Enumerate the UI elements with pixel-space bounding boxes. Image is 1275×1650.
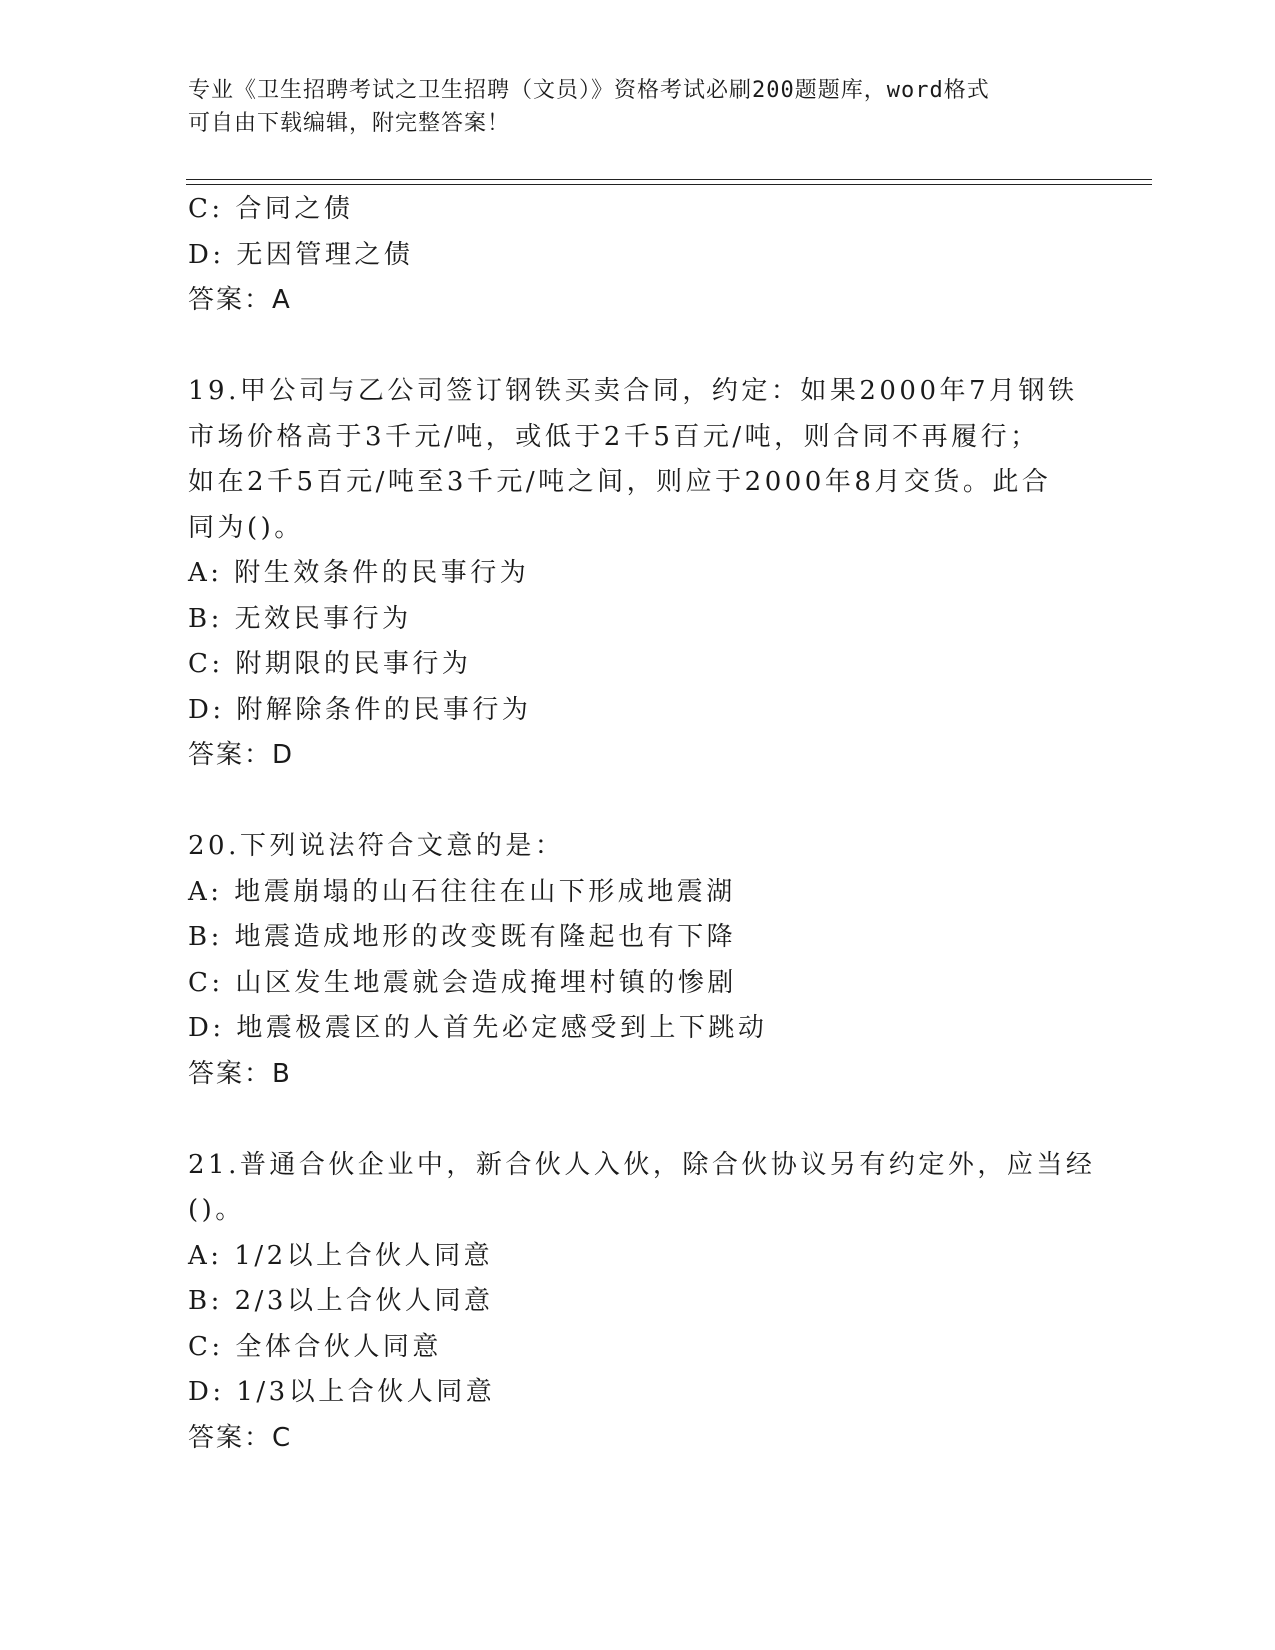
option-c: C: 全体合伙人同意: [188, 1331, 442, 1362]
option-a: A: 附生效条件的民事行为: [188, 558, 530, 588]
spacer: [188, 1097, 1078, 1143]
option-a: A: 地震崩塌的山石往往在山下形成地震湖: [188, 876, 736, 907]
option-b: B: 无效民事行为: [188, 603, 412, 634]
answer-line: 答案：D: [188, 740, 295, 770]
question-stem-line: 19.甲公司与乙公司签订钢铁买卖合同，约定：如果2000年7月钢铁: [188, 376, 1078, 406]
header-divider-top: [186, 179, 1152, 180]
option-a: A: 1/2以上合伙人同意: [188, 1240, 494, 1271]
header-line-2: 可自由下载编辑，附完整答案！: [188, 111, 511, 136]
document-header: [188, 74, 1068, 140]
spacer: [188, 779, 1078, 825]
option-d: D: 地震极震区的人首先必定感受到上下跳动: [188, 1013, 768, 1043]
question-list: [188, 187, 1096, 1461]
question-stem-line: 同为()。: [188, 512, 304, 543]
option-d: D: 无因管理之债: [188, 239, 414, 270]
previous-question-tail: [188, 187, 1078, 324]
question-stem-line: 20.下列说法符合文意的是：: [188, 831, 565, 861]
question-20: [188, 824, 1078, 1097]
answer-line: 答案：A: [188, 285, 292, 315]
option-d: D: 附解除条件的民事行为: [188, 694, 532, 725]
header-line-1: 专业《卫生招聘考试之卫生招聘（文员）》资格考试必刷200题题库，word格式: [188, 78, 990, 103]
answer-line: 答案：B: [188, 1058, 292, 1089]
question-19: [188, 369, 1078, 779]
question-stem-line: 如在2千5百元/吨至3千元/吨之间，则应于2000年8月交货。此合: [188, 467, 1052, 497]
option-b: B: 地震造成地形的改变既有隆起也有下降: [188, 922, 737, 952]
option-d: D: 1/3以上合伙人同意: [188, 1377, 496, 1407]
answer-line: 答案：C: [188, 1422, 293, 1453]
option-c: C: 附期限的民事行为: [188, 649, 472, 679]
option-b: B: 2/3以上合伙人同意: [188, 1286, 494, 1316]
question-stem-line: 市场价格高于3千元/吨，或低于2千5百元/吨，则合同不再履行；: [188, 421, 1040, 452]
question-stem-line: 21.普通合伙企业中，新合伙人入伙，除合伙协议另有约定外，应当经: [188, 1149, 1096, 1180]
question-21: [188, 1143, 1096, 1462]
question-stem-line: ()。: [188, 1195, 245, 1225]
header-divider-bottom: [186, 184, 1152, 185]
option-c: C: 合同之债: [188, 194, 354, 224]
spacer: [188, 324, 1078, 370]
option-c: C: 山区发生地震就会造成掩埋村镇的惨剧: [188, 967, 737, 998]
